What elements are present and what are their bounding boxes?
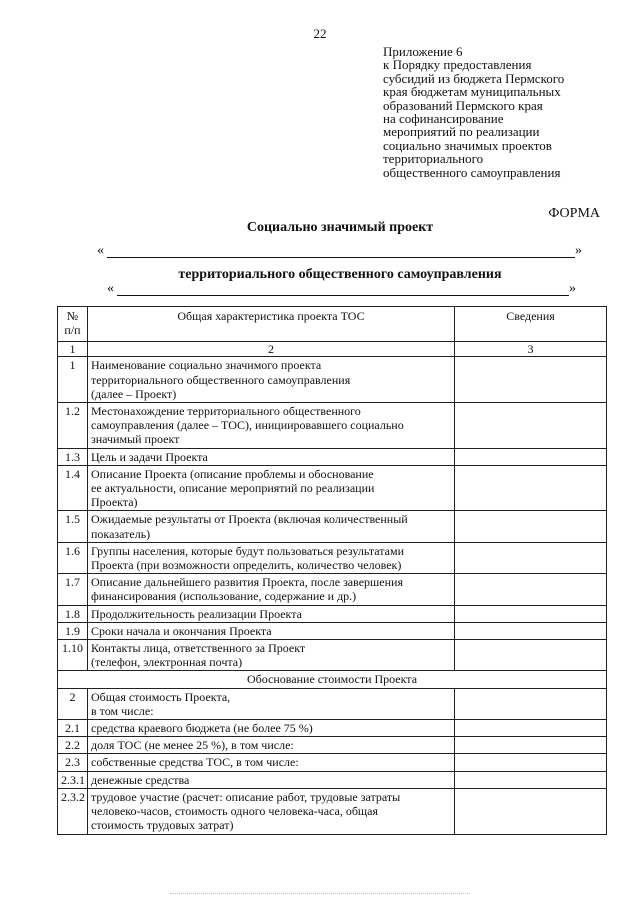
description-line: Общая стоимость Проекта,	[91, 689, 231, 704]
appendix-line: Приложение 6	[383, 44, 463, 59]
appendix-line: края бюджетам муниципальных	[383, 84, 561, 100]
row-description	[88, 542, 455, 573]
column-number-row	[58, 342, 607, 357]
blank-rule	[107, 257, 575, 258]
description-line: территориального общественного самоуправления	[91, 372, 351, 387]
appendix-line: образований Пермского края	[383, 97, 543, 113]
row-description	[88, 771, 455, 788]
row-number: 1.3	[58, 448, 88, 465]
table-row	[58, 605, 607, 622]
appendix-line: социально значимых проектов	[383, 137, 552, 153]
description-line: Описание Проекта (описание проблемы и обоснование	[91, 466, 374, 481]
row-number: 1.9	[58, 622, 88, 639]
description-line: ее актуальности, описание мероприятий по реализации	[91, 481, 375, 496]
row-description	[88, 465, 455, 511]
row-info-cell[interactable]	[455, 720, 607, 737]
table-row	[58, 640, 607, 671]
section-row	[58, 671, 607, 688]
description-line: финансирования (использование, содержание и др.)	[91, 589, 357, 604]
description-line: средства краевого бюджета (не более 75 %)	[91, 721, 313, 736]
row-description	[88, 720, 455, 737]
header-info: Сведения	[455, 307, 607, 342]
col-number: 2	[88, 342, 455, 357]
description-line: Контакты лица, ответственного за Проект	[91, 641, 306, 656]
description-line: денежные средства	[91, 772, 190, 787]
table-row	[58, 720, 607, 737]
row-info-cell[interactable]	[455, 688, 607, 719]
blank-rule	[117, 295, 569, 296]
close-quote: »	[569, 281, 576, 296]
col-number: 3	[455, 342, 607, 357]
description-line: Продолжительность реализации Проекта	[91, 606, 302, 621]
row-info-cell[interactable]	[455, 622, 607, 639]
description-line: человеко-часов, стоимость одного человека-часа, общая	[91, 804, 379, 819]
open-quote: «	[107, 281, 114, 296]
row-number: 2.3	[58, 754, 88, 771]
row-description	[88, 622, 455, 639]
table-row	[58, 465, 607, 511]
project-name-blank	[97, 245, 587, 261]
description-line: Описание дальнейшего развития Проекта, после завершения	[91, 575, 403, 590]
row-info-cell[interactable]	[455, 403, 607, 449]
close-quote: »	[575, 243, 582, 258]
page-number: 22	[313, 26, 327, 41]
row-description	[88, 574, 455, 605]
row-number: 1.8	[58, 605, 88, 622]
scan-artifact	[170, 893, 470, 898]
description-line: в том числе:	[91, 703, 154, 718]
row-info-cell[interactable]	[455, 357, 607, 403]
row-info-cell[interactable]	[455, 737, 607, 754]
row-description	[88, 688, 455, 719]
table-row	[58, 737, 607, 754]
description-line: значимый проект	[91, 432, 180, 447]
appendix-line: субсидий из бюджета Пермского	[383, 70, 565, 86]
table-row	[58, 448, 607, 465]
table-row	[58, 688, 607, 719]
row-description	[88, 357, 455, 403]
header-num: № п/п	[58, 307, 88, 342]
row-description	[88, 448, 455, 465]
project-form-table	[57, 306, 607, 835]
description-line: (далее – Проект)	[91, 386, 177, 401]
row-info-cell[interactable]	[455, 771, 607, 788]
appendix-line: мероприятий по реализации	[383, 124, 540, 140]
document-subtitle: территориального общественного самоуправления	[178, 267, 502, 282]
description-line: (телефон, электронная почта)	[91, 655, 243, 670]
row-info-cell[interactable]	[455, 448, 607, 465]
description-line: Местонахождение территориального общественного	[91, 404, 361, 419]
appendix-line: территориального	[383, 151, 484, 167]
row-description	[88, 605, 455, 622]
table-row	[58, 542, 607, 573]
open-quote: «	[97, 243, 104, 258]
row-description	[88, 640, 455, 671]
row-number: 1	[58, 357, 88, 403]
table-row	[58, 754, 607, 771]
appendix-line: к Порядку предоставления	[383, 57, 532, 73]
row-description	[88, 754, 455, 771]
appendix-line: на софинансирование	[383, 111, 504, 127]
description-line: стоимость трудовых затрат)	[91, 818, 234, 833]
table-row	[58, 511, 607, 542]
row-description	[88, 511, 455, 542]
row-number: 1.10	[58, 640, 88, 671]
description-line: доля ТОС (не менее 25 %), в том числе:	[91, 738, 294, 753]
description-line: Цель и задачи Проекта	[91, 449, 208, 464]
form-label: ФОРМА	[548, 206, 600, 221]
description-line: Наименование социально значимого проекта	[91, 358, 322, 373]
row-number: 2.3.2	[58, 788, 88, 834]
description-line: Сроки начала и окончания Проекта	[91, 623, 272, 638]
section-title: Обоснование стоимости Проекта	[58, 671, 607, 688]
row-number: 1.2	[58, 403, 88, 449]
table-row	[58, 771, 607, 788]
description-line: Группы населения, которые будут пользоваться результатами	[91, 543, 404, 558]
table-row	[58, 788, 607, 834]
table-row	[58, 403, 607, 449]
row-info-cell[interactable]	[455, 465, 607, 511]
row-number: 2	[58, 688, 88, 719]
description-line: самоуправления (далее – ТОС), инициировавшего социально	[91, 418, 404, 433]
description-line: Проекта)	[91, 495, 138, 510]
header-desc: Общая характеристика проекта ТОС	[88, 307, 455, 342]
row-info-cell[interactable]	[455, 542, 607, 573]
tos-name-blank	[107, 283, 577, 299]
table-header-row	[58, 307, 607, 342]
appendix-line: общественного самоуправления	[383, 164, 561, 180]
document-title: Социально значимый проект	[246, 220, 434, 235]
row-info-cell[interactable]	[455, 605, 607, 622]
row-info-cell[interactable]	[455, 574, 607, 605]
description-line: собственные средства ТОС, в том числе:	[91, 755, 299, 770]
row-description	[88, 403, 455, 449]
description-line: Ожидаемые результаты от Проекта (включая количественный	[91, 512, 408, 527]
row-info-cell[interactable]	[455, 788, 607, 834]
row-number: 1.4	[58, 465, 88, 511]
row-info-cell[interactable]	[455, 640, 607, 671]
row-number: 2.2	[58, 737, 88, 754]
table-row	[58, 574, 607, 605]
row-number: 2.1	[58, 720, 88, 737]
row-info-cell[interactable]	[455, 754, 607, 771]
row-info-cell[interactable]	[455, 511, 607, 542]
row-description	[88, 737, 455, 754]
row-number: 1.7	[58, 574, 88, 605]
description-line: Проекта (при возможности определить, количество человек)	[91, 558, 402, 573]
col-number: 1	[58, 342, 88, 357]
description-line: показатель)	[91, 526, 151, 541]
table-row	[58, 622, 607, 639]
row-description	[88, 788, 455, 834]
table-row	[58, 357, 607, 403]
appendix-block	[383, 45, 623, 179]
description-line: трудовое участие (расчет: описание работ, трудовые затраты	[91, 789, 401, 804]
row-number: 1.5	[58, 511, 88, 542]
row-number: 1.6	[58, 542, 88, 573]
row-number: 2.3.1	[58, 771, 88, 788]
